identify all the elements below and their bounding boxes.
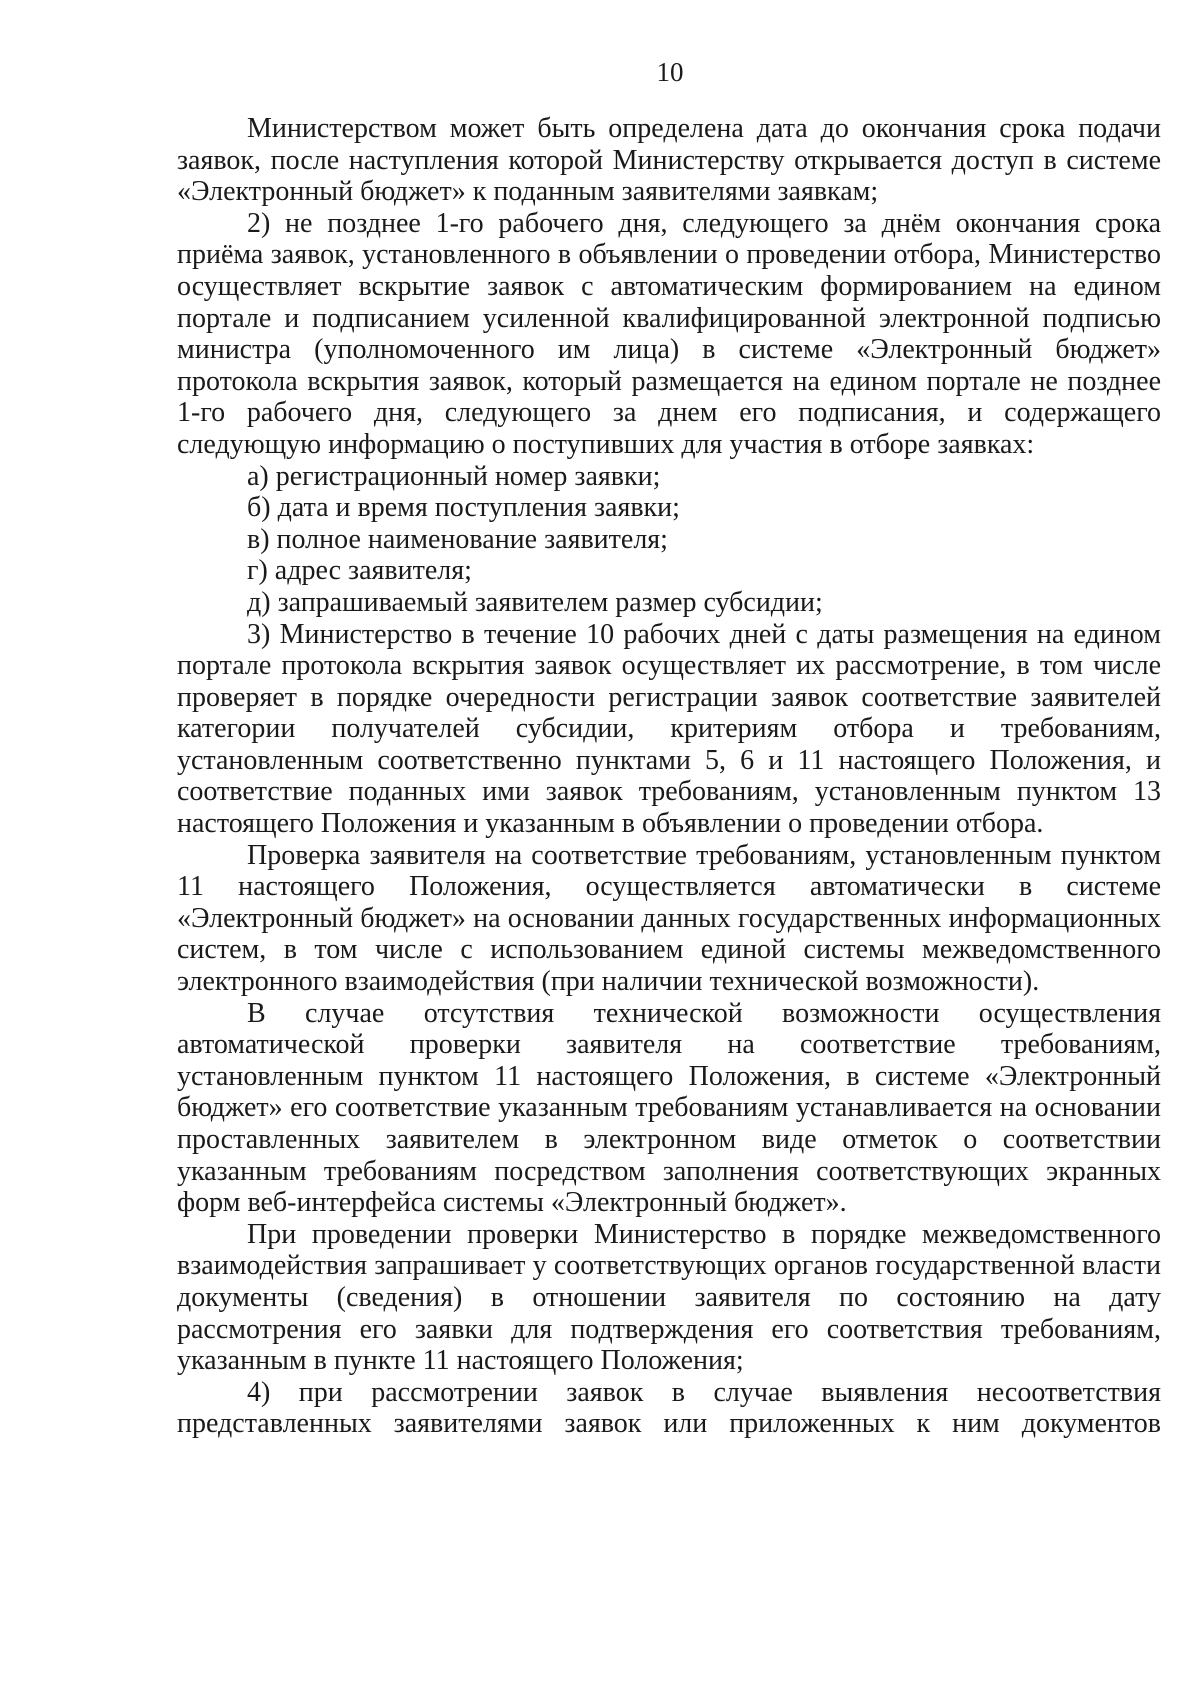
paragraph-interagency-request: При проведении проверки Министерство в порядке межведомственного взаимодействия запрашивает у соответствующих органов государственной власти документы (сведения) в отношении заявителя по состоянию на дату рассмотрения его заявки для подтверждения его соответствия требованиям, указанным в пункте 11 настоящего Положения; <box>177 1218 1161 1377</box>
paragraph-item-3-review: 3) Министерство в течение 10 рабочих дней с даты размещения на едином портале протокола вскрытия заявок осуществляет их рассмотрение, в том числе проверяет в порядке очередности регистрации заявок соответствие заявителей категории получателей субсидии, критериям отбора и требованиям, установленным соответственно пунктами 5, 6 и 11 настоящего Положения, и соответствие поданных ими заявок требованиям, установленным пунктом 13 настоящего Положения и указанным в объявлении о проведении отбора. <box>177 618 1161 840</box>
list-item-b: б) дата и время поступления заявки; <box>247 492 680 524</box>
paragraph-item-4-nonconformity: 4) при рассмотрении заявок в случае выявления несоответствия представленных заявителями заявок или приложенных к ним документов <box>177 1376 1161 1440</box>
document-body <box>177 113 1161 1440</box>
paragraph-automatic-check: Проверка заявителя на соответствие требованиям, установленным пунктом 11 настоящего Положения, осуществляется автоматически в системе «Электронный бюджет» на основании данных государственных информационных систем, в том числе с использованием единой системы межведомственного электронного взаимодействия (при наличии технической возможности). <box>177 839 1161 998</box>
paragraph-deadline-date: Министерством может быть определена дата до окончания срока подачи заявок, после наступления которой Министерству открывается доступ в системе «Электронный бюджет» к поданным заявителями заявкам; <box>177 113 1161 208</box>
list-item-g: г) адрес заявителя; <box>247 555 472 587</box>
page-number: 10 <box>656 57 684 87</box>
paragraph-item-2-opening: 2) не позднее 1-го рабочего дня, следующего за днём окончания срока приёма заявок, установленного в объявлении о проведении отбора, Министерство осуществляет вскрытие заявок с автоматическим формированием на едином портале и подписанием усиленной квалифицированной электронной подписью министра (уполномоченного им лица) в системе «Электронный бюджет» протокола вскрытия заявок, который размещается на едином портале не позднее 1-го рабочего дня, следующего за днем его подписания, и содержащего следующую информацию о поступивших для участия в отборе заявках: <box>177 207 1161 460</box>
list-item-d: д) запрашиваемый заявителем размер субсидии; <box>247 586 823 618</box>
list-item-v: в) полное наименование заявителя; <box>247 523 668 555</box>
list-item-a: а) регистрационный номер заявки; <box>247 460 661 492</box>
paragraph-manual-check: В случае отсутствия технической возможности осуществления автоматической проверки заявителя на соответствие требованиям, установленным пунктом 11 настоящего Положения, в системе «Электронный бюджет» его соответствие указанным требованиям устанавливается на основании проставленных заявителем в электронном виде отметок о соответствии указанным требованиям посредством заполнения соответствующих экранных форм веб-интерфейса системы «Электронный бюджет». <box>177 997 1161 1219</box>
